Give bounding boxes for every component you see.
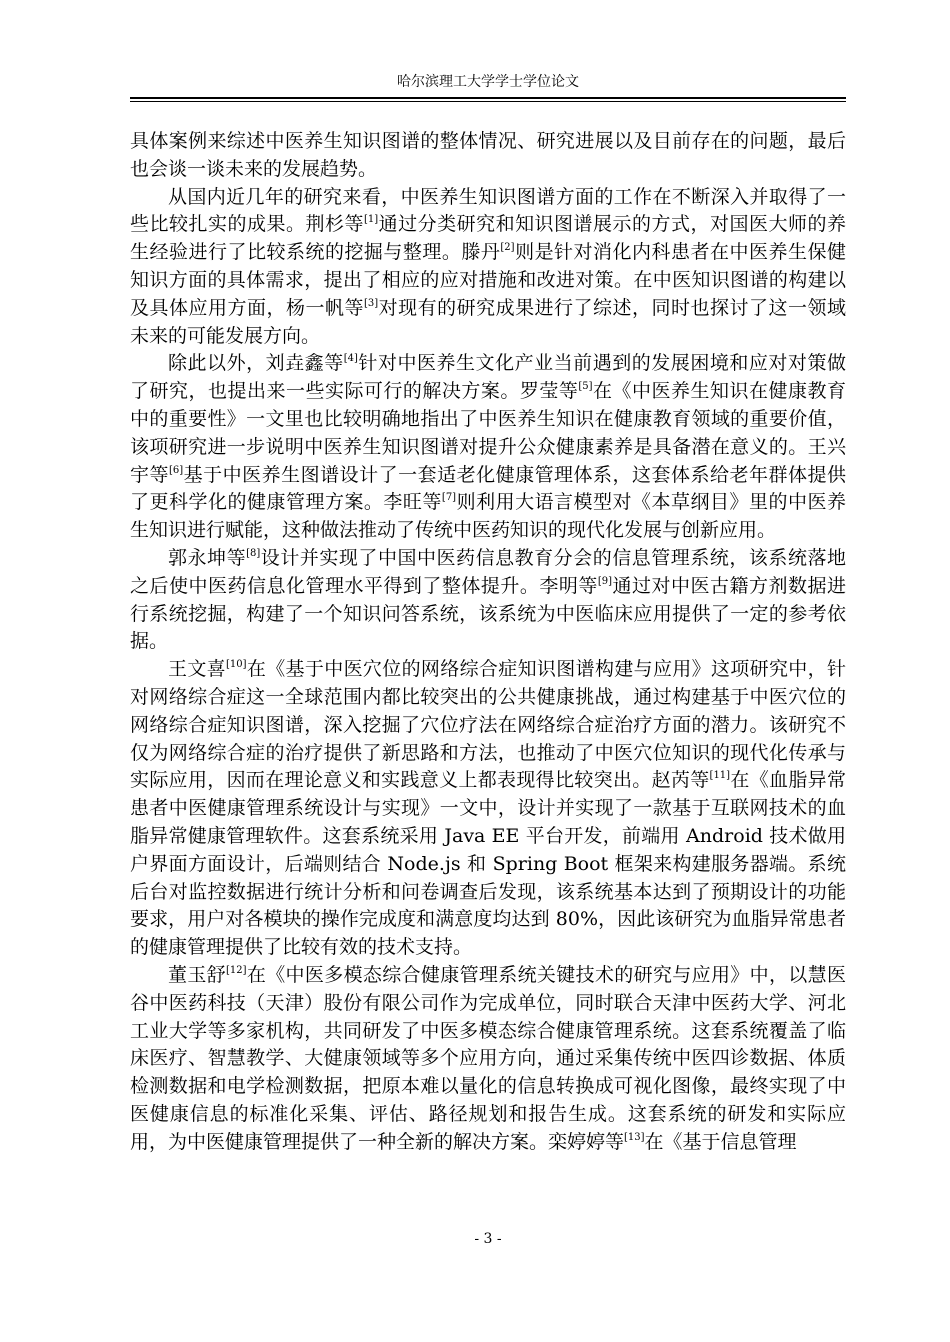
citation-marker: [6] — [169, 464, 184, 476]
page-number: - 3 - — [474, 1231, 502, 1247]
citation-marker: [10] — [226, 659, 247, 671]
text-run: 王文喜 — [168, 658, 227, 681]
paragraph — [130, 184, 846, 351]
paragraph — [130, 962, 846, 1157]
text-run: 对现有的研究成果进行了综述，同时也探讨了这一领域未来的可能发展方向。 — [130, 296, 846, 347]
text-run: 基于中医养生图谱设计了一套适老化健康管理体系，这套体系给老年群体提供了更科学化的健康管理方案。李旺等 — [130, 463, 846, 514]
header-rule-thin — [130, 101, 846, 102]
citation-marker: [7] — [441, 492, 457, 504]
paragraph — [130, 350, 846, 545]
text-run: 针对中医养生文化产业当前遇到的发展困境和应对对策做了研究，也提出来一些实际可行的解决方案。罗莹等 — [130, 352, 846, 403]
text-run: 在《中医多模态综合健康管理系统关键技术的研究与应用》中，以慧医谷中医药科技（天津）股份有限公司作为完成单位，同时联合天津中医药大学、河北工业大学等多家机构，共同研发了中医多模态综合健康管理系统。这套系统覆盖了临床医疗、智慧教学、大健康领域等多个应用方向，通过采集传统中医四诊数据、体质检测数据和电学检测数据，把原本难以量化的信息转换成可视化图像，最终实现了中医健康信息的标准化采集、评估、路径规划和报告生成。这套系统的研发和实际应用，为中医健康管理提供了一种全新的解决方案。栾婷婷等 — [130, 963, 846, 1153]
paragraph — [130, 545, 846, 656]
text-run: 从国内近几年的研究来看，中医养生知识图谱方面的工作在不断深入并取得了一些比较扎实的成果。荆杉等 — [130, 185, 846, 236]
citation-marker: [12] — [226, 964, 247, 976]
citation-marker: [5] — [578, 381, 593, 393]
text-run: 设计并实现了中国中医药信息教育分会的信息管理系统，该系统落地之后使中医药信息化管理水平得到了整体提升。李明等 — [130, 546, 846, 597]
text-run: 具体案例来综述中医养生知识图谱的整体情况、研究进展以及目前存在的问题，最后也会谈一谈未来的发展趋势。 — [130, 130, 846, 180]
citation-marker: [4] — [343, 353, 358, 365]
running-header: 哈尔滨理工大学学士学位论文 — [397, 74, 579, 90]
citation-marker: [13] — [624, 1131, 645, 1143]
citation-marker: [11] — [709, 770, 731, 782]
body-text — [130, 128, 846, 1156]
citation-marker: [8] — [246, 547, 261, 559]
citation-marker: [9] — [597, 575, 613, 587]
text-run: 董玉舒 — [168, 963, 227, 986]
text-run: 在《基于信息管理 — [644, 1130, 797, 1153]
text-run: 除此以外，刘垚鑫等 — [168, 352, 344, 375]
text-run: 在《基于中医穴位的网络综合症知识图谱构建与应用》这项研究中，针对网络综合症这一全球范围内都比较突出的公共健康挑战，通过构建基于中医穴位的网络综合症知识图谱，深入挖掘了穴位疗法在网络综合症治疗方面的潜力。该研究不仅为网络综合症的治疗提供了新思路和方法，也推动了中医穴位知识的现代化传承与实际应用，因而在理论意义和实践意义上都表现得比较突出。赵芮等 — [130, 658, 846, 792]
text-run: 则利用大语言模型对《本草纲目》里的中医养生知识进行赋能，这种做法推动了传统中医药知识的现代化发展与创新应用。 — [130, 491, 846, 542]
text-run: 郭永坤等 — [168, 546, 247, 569]
paragraph — [130, 128, 846, 184]
text-run: 则是针对消化内科患者在中医养生保健知识方面的具体需求，提出了相应的应对措施和改进对策。在中医知识图谱的构建以及具体应用方面，杨一帆等 — [130, 241, 846, 319]
citation-marker: [1] — [363, 214, 379, 226]
citation-marker: [3] — [363, 297, 379, 309]
text-run: 在《中医养生知识在健康教育中的重要性》一文里也比较明确地指出了中医养生知识在健康教育领域的重要价值，该项研究进一步说明中医养生知识图谱对提升公众健康素养是具备潜在意义的。王兴宇等 — [130, 380, 846, 486]
header-rule-thick — [130, 97, 846, 99]
citation-marker: [2] — [500, 242, 515, 254]
paragraph — [130, 656, 846, 962]
text-run: 通过对中医古籍方剂数据进行系统挖掘，构建了一个知识问答系统，该系统为中医临床应用提供了一定的参考依据。 — [130, 574, 846, 653]
text-run: 在《血脂异常患者中医健康管理系统设计与实现》一文中，设计并实现了一款基于互联网技术的血脂异常健康管理软件。这套系统采用 Java EE 平台开发，前端用 Android 技术做用户界面方面设计，后端则结合 Node.js 和 Spring Boot 框架来构建服务器端。系统后台对监控数据进行统计分析和问卷调查后发现，该系统基本达到了预期设计的功能要求，用户对各模块的操作完成度和满意度均达到 80%，因此该研究为血脂异常患者的健康管理提供了比较有效的技术支持。 — [130, 769, 846, 959]
text-run: 通过分类研究和知识图谱展示的方式，对国医大师的养生经验进行了比较系统的挖掘与整理。滕丹 — [130, 213, 846, 264]
